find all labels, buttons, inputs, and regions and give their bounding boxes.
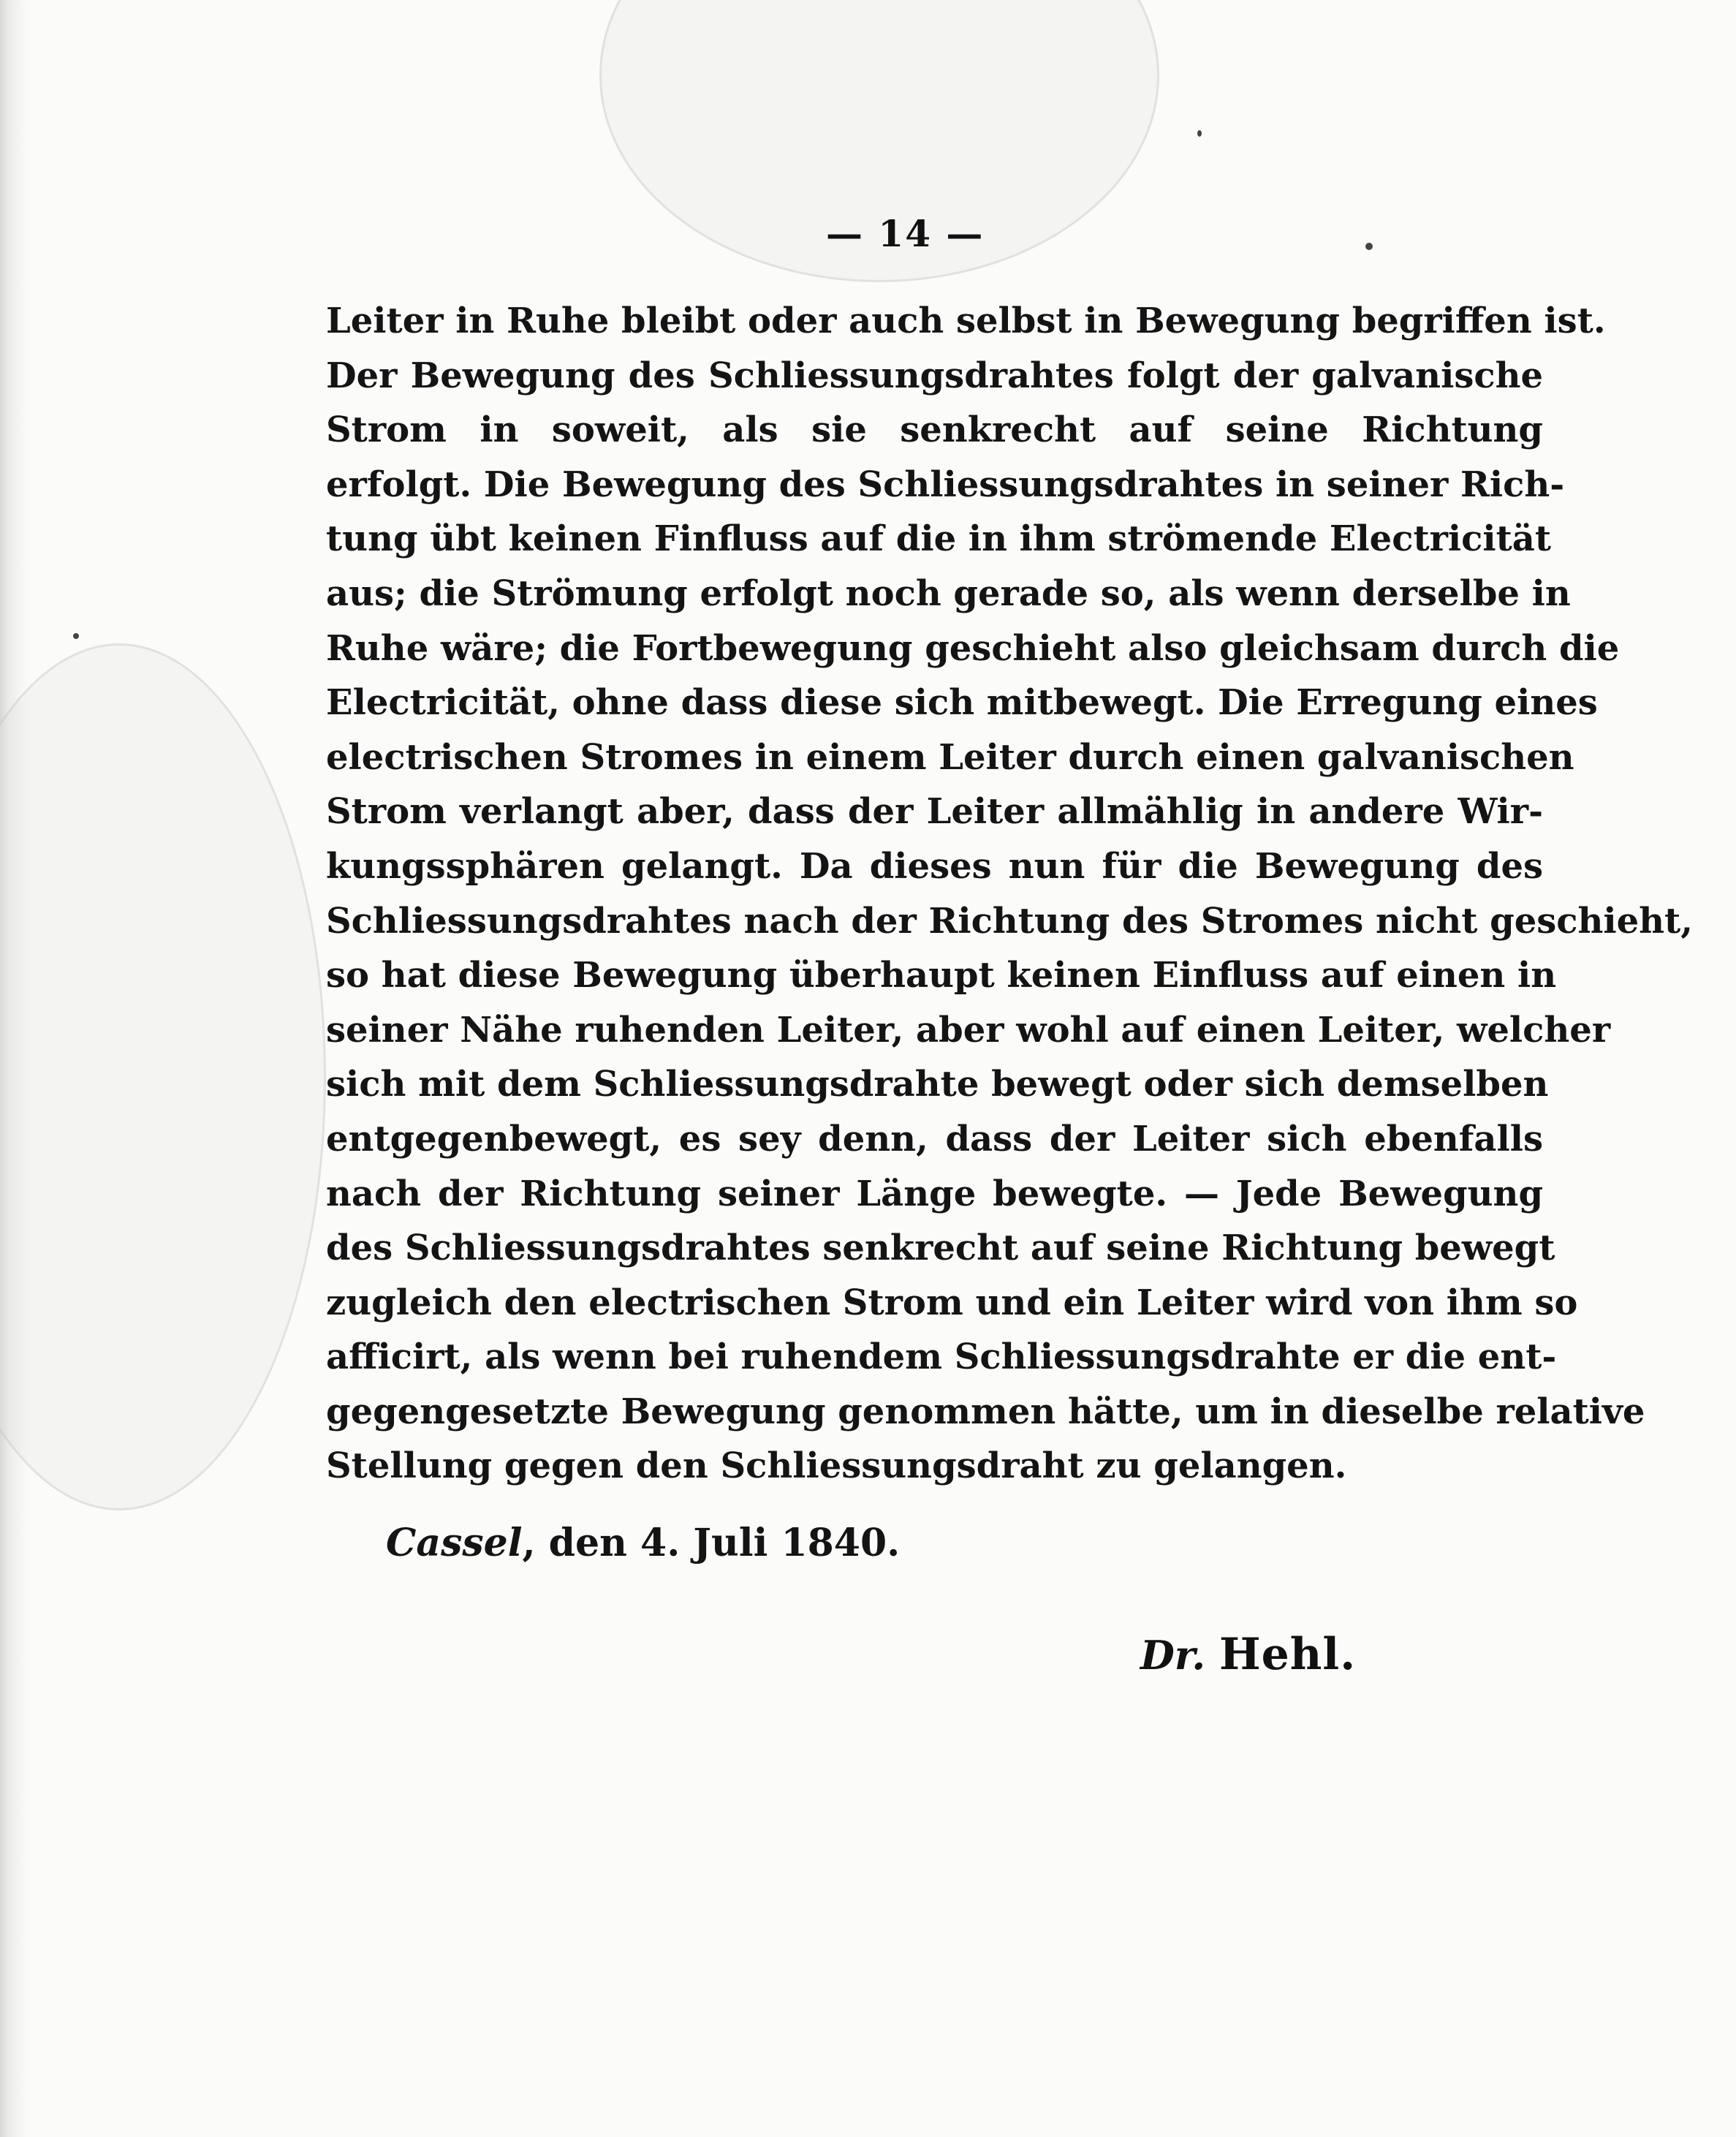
dateline-date: , den 4. Juli 1840. — [522, 1521, 901, 1565]
text-line: erfolgt. Die Bewegung des Schliessungsdrahtes in seiner Rich- — [326, 464, 1565, 505]
text-line: kungssphären gelangt. Da dieses nun für die Bewegung des — [326, 845, 1543, 887]
text-line: aus; die Strömung erfolgt noch gerade so, als wenn derselbe in — [326, 572, 1571, 614]
text-line: entgegenbewegt, es sey denn, dass der Leiter sich ebenfalls — [326, 1118, 1543, 1160]
ink-speck — [1197, 130, 1202, 137]
text-line: Electricität, ohne dass diese sich mitbewegt. Die Erregung eines — [326, 682, 1598, 724]
text-line: seiner Nähe ruhenden Leiter, aber wohl auf einen Leiter, welcher — [326, 1009, 1611, 1051]
water-stain — [0, 643, 326, 1510]
text-line: so hat diese Bewegung überhaupt keinen Einfluss auf einen in — [326, 955, 1557, 996]
signature-title: Dr. — [1140, 1632, 1206, 1679]
reverse-side-bleed-through — [322, 1455, 1550, 1725]
text-line: Leiter in Ruhe bleibt oder auch selbst in Bewegung begriffen ist. — [326, 300, 1606, 341]
body-text — [326, 294, 1693, 1494]
text-line: Der Bewegung des Schliessungsdrahtes folgt der galvanische — [326, 355, 1543, 396]
text-line: electrischen Stromes in einem Leiter durch einen galvanischen — [326, 736, 1574, 778]
text-line: Ruhe wäre; die Fortbewegung geschieht also gleichsam durch die — [326, 627, 1620, 669]
dateline-place: Cassel — [386, 1521, 523, 1565]
page-number: — 14 — — [826, 212, 985, 255]
text-line: afficirt, als wenn bei ruhendem Schliessungsdrahte er die ent- — [326, 1336, 1557, 1378]
ink-speck — [73, 633, 79, 639]
text-line: zugleich den electrischen Strom und ein Leiter wird von ihm so — [326, 1282, 1578, 1323]
text-line: sich mit dem Schliessungsdrahte bewegt oder sich demselben — [326, 1064, 1549, 1105]
text-line: Strom verlangt aber, dass der Leiter allmählig in andere Wir- — [326, 791, 1543, 833]
signature-name: Hehl. — [1218, 1629, 1357, 1680]
ink-speck — [1365, 243, 1373, 250]
text-line: tung übt keinen Finfluss auf die in ihm strömende Electricität — [326, 518, 1552, 560]
text-line: gegengesetzte Bewegung genommen hätte, um in dieselbe relative — [326, 1391, 1645, 1432]
text-line: Strom in soweit, als sie senkrecht auf seine Richtung — [326, 409, 1543, 451]
text-line: des Schliessungsdrahtes senkrecht auf seine Richtung bewegt — [326, 1228, 1555, 1269]
dateline — [386, 1521, 900, 1565]
signature — [1140, 1629, 1356, 1680]
text-line: Stellung gegen den Schliessungsdraht zu gelangen. — [326, 1445, 1347, 1487]
text-line: Schliessungsdrahtes nach der Richtung des Stromes nicht geschieht, — [326, 900, 1693, 942]
text-line: nach der Richtung seiner Länge bewegte. — Jede Bewegung — [326, 1173, 1543, 1214]
